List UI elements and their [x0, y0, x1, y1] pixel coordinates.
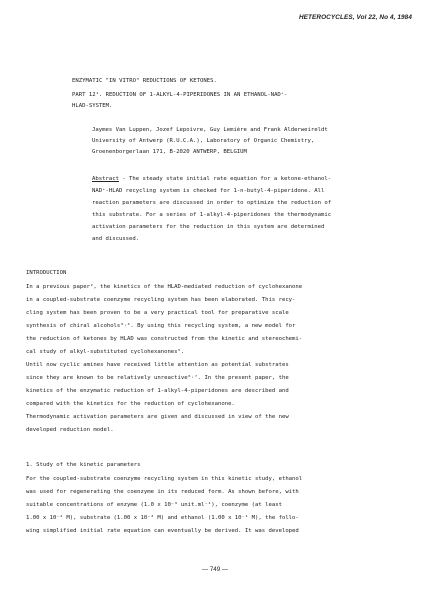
- abstract-line-3: reaction parameters are discussed in order to optimize the reduction of: [92, 200, 332, 206]
- intro-line-12: developed reduction model.: [26, 427, 114, 433]
- abstract-label: Abstract: [92, 176, 119, 182]
- intro-line-2: in a coupled-substrate coenzyme recycling system has been elaborated. This recy-: [26, 297, 296, 303]
- affiliation-line-1: University of Antwerp (R.U.C.A.), Laboratory of Organic Chemistry,: [92, 138, 315, 144]
- section-heading: 1. Study of the kinetic parameters: [26, 462, 141, 468]
- title-line-2: PART 12¹. REDUCTION OF 1-ALKYL-4-PIPERIDONES IN AN ETHANOL-NAD⁺-: [72, 92, 288, 98]
- section-line-1: For the coupled-substrate coenzyme recycling system in this kinetic study, ethanol: [26, 476, 303, 482]
- intro-line-5: the reduction of ketones by HLAD was constructed from the kinetic and stereochemi-: [26, 336, 303, 342]
- intro-heading: INTRODUCTION: [26, 270, 67, 276]
- section-line-2: was used for regenerating the coenzyme in its reduced form. As shown before, with: [26, 489, 299, 495]
- abstract-line-1: [92, 176, 331, 183]
- affiliation-line-2: Groenenborgerlaan 171, B-2020 ANTWERP, BELGIUM: [92, 149, 247, 155]
- abstract-line-6: and discussed.: [92, 236, 140, 242]
- intro-line-1: In a previous paper², the kinetics of the HLAD-mediated reduction of cyclohexanone: [26, 284, 303, 290]
- section-line-5: wing simplified initial rate equation can eventually be derived. It was developed: [26, 528, 299, 534]
- intro-line-4: synthesis of chiral alcohols³˒⁴. By using this recycling system, a new model for: [26, 323, 296, 329]
- journal-header: HETEROCYCLES, Vol 22, No 4, 1984: [298, 14, 412, 21]
- title-line-1: ENZYMATIC "IN VITRO" REDUCTIONS OF KETONES.: [72, 78, 217, 84]
- intro-line-10: compared with the kinetics for the reduction of cyclohexanone.: [26, 401, 235, 407]
- intro-line-6: cal study of alkyl-substituted cyclohexanones⁵.: [26, 349, 185, 355]
- intro-line-9: kinetics of the enzymatic reduction of 1-alkyl-4-piperidones are described and: [26, 388, 289, 394]
- abstract-line-2: NAD⁺-HLAD recycling system is checked for 1-n-butyl-4-piperidone. All: [92, 188, 325, 194]
- intro-line-8: since they are known to be relatively unreactive⁶˒⁷. In the present paper, the: [26, 375, 289, 381]
- title-line-3: HLAD-SYSTEM.: [72, 103, 113, 109]
- abstract-line-5: activation parameters for the reduction in this system are determined: [92, 224, 325, 230]
- page-number: — 749 —: [201, 566, 229, 573]
- section-line-4: 1.00 x 10⁻⁴ M), substrate (1.00 x 10⁻² M) and ethanol (1.00 x 10⁻¹ M), the follo-: [26, 515, 299, 521]
- abstract-text-1: - The steady state initial rate equation for a ketone-ethanol-: [118, 176, 332, 182]
- abstract-line-4: this substrate. For a series of 1-alkyl-4-piperidones the thermodynamic: [92, 212, 332, 218]
- intro-line-7: Until now cyclic amines have received little attention as potential substrates: [26, 362, 289, 368]
- intro-line-3: cling system has been proven to be a very practical tool for preparative scale: [26, 310, 289, 316]
- authors: Jaymes Van Luppen, Jozef Lepoivre, Guy Lemière and Frank Alderweireldt: [92, 127, 328, 133]
- intro-line-11: Thermodynamic activation parameters are given and discussed in view of the new: [26, 414, 289, 420]
- section-line-3: suitable concentrations of enzyme (1.0 x 10⁻³ unit.ml⁻¹), coenzyme (at least: [26, 502, 282, 508]
